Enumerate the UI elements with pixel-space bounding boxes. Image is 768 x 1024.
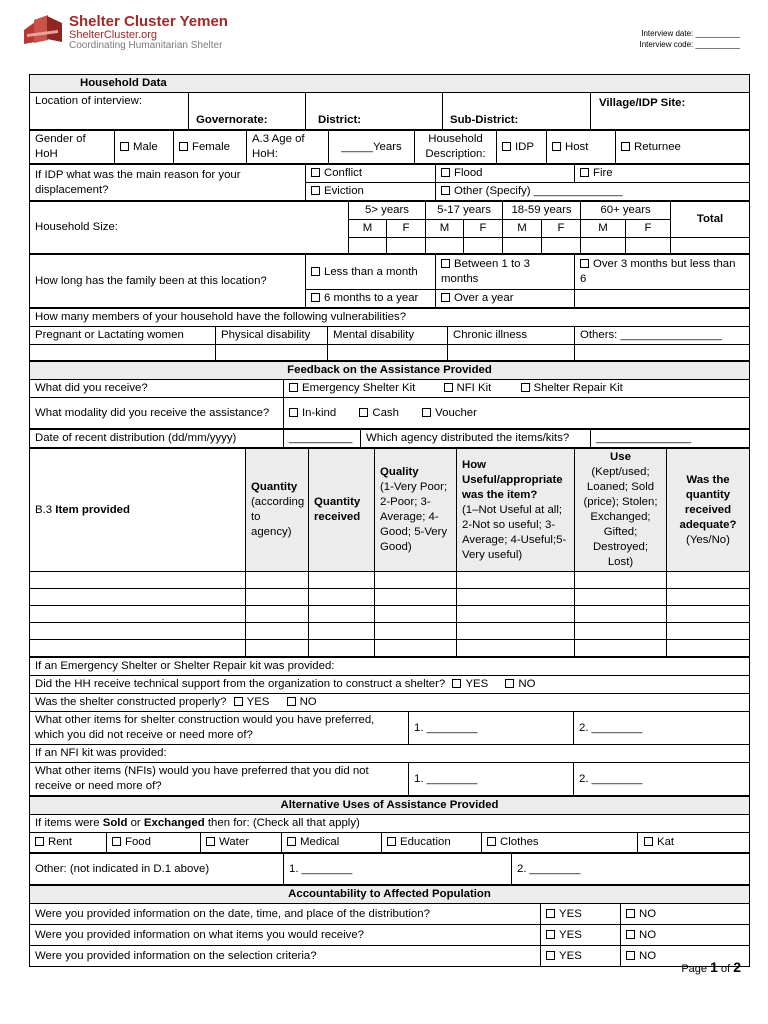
village-field[interactable]: Village/IDP Site: (591, 93, 750, 130)
distribution-info-question: Were you provided information on the date, time, and place of the distribution? (30, 904, 541, 925)
gender-label: Gender of HoH (30, 131, 115, 164)
tech-yes-option[interactable]: YES (452, 678, 488, 690)
conflict-option[interactable]: Conflict (306, 165, 436, 183)
other-shelter-item-1[interactable]: 1. ________ (409, 712, 574, 745)
q1-yes-checkbox[interactable] (546, 909, 555, 918)
other-nfi-items-question: What other items (NFIs) would you have preferred that you did not receive or need more of? (30, 763, 409, 796)
food-checkbox[interactable] (112, 837, 121, 846)
male-col: M (581, 220, 626, 238)
constructed-row (30, 694, 750, 712)
use-header: Use (Kept/used; Loaned; Sold (price); Stolen; Exchanged; Gifted; Destroyed; Lost) (575, 449, 667, 572)
medical-checkbox[interactable] (287, 837, 296, 846)
emergency-kit-option[interactable]: Emergency Shelter Kit (284, 380, 439, 398)
q1-no-option[interactable]: NO (621, 904, 750, 925)
interview-code: Interview code: __________ (639, 40, 740, 49)
q3-no-option[interactable]: NO (621, 946, 750, 967)
quantity-received-header: Quantity received (309, 449, 375, 572)
survey-form (29, 74, 749, 967)
idp-checkbox[interactable] (502, 142, 511, 151)
alternative-uses-table (29, 796, 750, 853)
org-name: Shelter Cluster Yemen (69, 13, 228, 30)
q2-yes-checkbox[interactable] (546, 930, 555, 939)
shelter-kit-table (29, 657, 750, 796)
age-group-60plus: 60+ years (581, 202, 671, 220)
household-data-header: Household Data (30, 75, 750, 93)
items-info-question: Were you provided information on what items you would receive? (30, 925, 541, 946)
count-cell[interactable] (426, 238, 464, 254)
org-website: ShelterCluster.org (69, 29, 158, 41)
female-col: F (464, 220, 503, 238)
tech-no-option[interactable]: NO (505, 678, 535, 690)
over-year-checkbox[interactable] (441, 293, 450, 302)
count-cell[interactable] (349, 238, 387, 254)
voucher-option[interactable]: Voucher (422, 407, 477, 419)
org-tagline: Coordinating Humanitarian Shelter (69, 40, 223, 51)
item-row (30, 623, 750, 640)
location-duration-table (29, 254, 750, 308)
vuln-mental: Mental disability (328, 327, 448, 345)
vuln-count-cell[interactable] (328, 345, 448, 361)
total-header: Total (671, 202, 750, 238)
rent-checkbox[interactable] (35, 837, 44, 846)
displacement-table (29, 164, 750, 201)
quality-header: Quality (1-Very Poor; 2-Poor; 3-Average; 4-Good; 5-Very Good) (375, 449, 457, 572)
count-cell[interactable] (626, 238, 671, 254)
accountability-table (29, 885, 750, 967)
six-months-option[interactable]: 6 months to a year (306, 290, 436, 308)
conflict-checkbox[interactable] (311, 168, 320, 177)
emergency-kit-checkbox[interactable] (289, 383, 298, 392)
item-row (30, 589, 750, 606)
repair-kit-checkbox[interactable] (521, 383, 530, 392)
other-nfi-item-1[interactable]: 1. ________ (409, 763, 574, 796)
inkind-option[interactable]: In-kind (289, 407, 336, 419)
count-cell[interactable] (542, 238, 581, 254)
feedback-header: Feedback on the Assistance Provided (30, 362, 750, 380)
water-checkbox[interactable] (206, 837, 215, 846)
technical-support-question: Did the HH receive technical support from the organization to construct a shelter? (35, 678, 446, 690)
age-group-18-59: 18-59 years (503, 202, 581, 220)
use-education-option[interactable]: Education (382, 833, 482, 853)
cash-checkbox[interactable] (359, 408, 368, 417)
tech-no-checkbox[interactable] (505, 679, 514, 688)
nfi-kit-option[interactable]: NFI Kit (439, 380, 516, 398)
use-clothes-option[interactable]: Clothes (482, 833, 638, 853)
criteria-info-question: Were you provided information on the selection criteria? (30, 946, 541, 967)
q1-no-checkbox[interactable] (626, 909, 635, 918)
flood-option[interactable]: Flood (436, 165, 575, 183)
modality-options (284, 398, 750, 429)
over-3-option[interactable]: Over 3 months but less than 6 (575, 255, 750, 290)
other-use-1[interactable]: 1. ________ (284, 854, 512, 885)
female-option[interactable]: Female (174, 131, 247, 164)
date-field[interactable]: __________ (284, 430, 361, 448)
constructed-question: Was the shelter constructed properly? (35, 696, 227, 708)
usefulness-header: How Useful/appropriate was the item? (1–Not Useful at all; 2-Not so useful; 3-Average; 4-Useful;5-Very useful) (457, 449, 575, 572)
age-years-field[interactable]: _____Years (329, 131, 415, 164)
voucher-checkbox[interactable] (422, 408, 431, 417)
q1-yes-option[interactable]: YES (541, 904, 621, 925)
between-1-3-checkbox[interactable] (441, 259, 450, 268)
if-nfi-kit-label: If an NFI kit was provided: (30, 745, 750, 763)
org-logo (22, 13, 228, 51)
item-provided-header: B.3 Item provided (30, 449, 246, 572)
returnee-option[interactable]: Returnee (616, 131, 750, 164)
page-number: Page 1 of 2 (681, 959, 741, 975)
constructed-yes-checkbox[interactable] (234, 697, 243, 706)
other-shelter-item-2[interactable]: 2. ________ (574, 712, 750, 745)
alternative-uses-header: Alternative Uses of Assistance Provided (30, 797, 750, 815)
over-year-option[interactable]: Over a year (436, 290, 575, 308)
gender-age-table (29, 130, 750, 164)
shelter-cluster-logo-icon (22, 14, 64, 48)
count-cell[interactable] (503, 238, 542, 254)
interview-date: Interview date: __________ (641, 29, 740, 38)
use-medical-option[interactable]: Medical (282, 833, 382, 853)
male-col: M (349, 220, 387, 238)
q3-yes-option[interactable]: YES (541, 946, 621, 967)
constructed-no-option[interactable]: NO (287, 696, 317, 708)
vuln-count-cell[interactable] (448, 345, 575, 361)
distribution-date-table (29, 429, 750, 448)
count-cell[interactable] (581, 238, 626, 254)
blank-cell (575, 290, 750, 308)
education-checkbox[interactable] (387, 837, 396, 846)
less-month-checkbox[interactable] (311, 267, 320, 276)
items-table (29, 448, 750, 657)
less-month-option[interactable]: Less than a month (306, 255, 436, 290)
age-label: A.3 Age of HoH: (247, 131, 329, 164)
between-1-3-option[interactable]: Between 1 to 3 months (436, 255, 575, 290)
age-group-5-17: 5-17 years (426, 202, 503, 220)
female-checkbox[interactable] (179, 142, 188, 151)
item-row (30, 572, 750, 589)
use-rent-option[interactable]: Rent (30, 833, 107, 853)
female-col: F (387, 220, 426, 238)
q3-yes-checkbox[interactable] (546, 951, 555, 960)
constructed-yes-option[interactable]: YES (234, 696, 270, 708)
vuln-others[interactable]: Others: ________________ (575, 327, 750, 345)
tech-yes-checkbox[interactable] (452, 679, 461, 688)
returnee-checkbox[interactable] (621, 142, 630, 151)
agency-question: Which agency distributed the items/kits? (361, 430, 591, 448)
alternative-uses-intro: If items were Sold or Exchanged then for: (Check all that apply) (30, 815, 750, 833)
q3-no-checkbox[interactable] (626, 951, 635, 960)
sub-district-field[interactable]: Sub-District: (443, 93, 591, 130)
other-checkbox[interactable] (441, 186, 450, 195)
fire-checkbox[interactable] (580, 168, 589, 177)
governorate-field[interactable]: Governorate: (189, 93, 306, 130)
count-cell[interactable] (387, 238, 426, 254)
host-checkbox[interactable] (552, 142, 561, 151)
other-nfi-item-2[interactable]: 2. ________ (574, 763, 750, 796)
cash-option[interactable]: Cash (359, 407, 399, 419)
clothes-checkbox[interactable] (487, 837, 496, 846)
q2-no-option[interactable]: NO (621, 925, 750, 946)
technical-support-row (30, 676, 750, 694)
use-water-option[interactable]: Water (201, 833, 282, 853)
vuln-physical: Physical disability (216, 327, 328, 345)
male-checkbox[interactable] (120, 142, 129, 151)
vulnerability-question: How many members of your household have the following vulnerabilities? (30, 309, 750, 327)
accountability-header: Accountability to Affected Population (30, 886, 750, 904)
household-size-table (29, 201, 750, 254)
alternative-other-table (29, 853, 750, 885)
fire-option[interactable]: Fire (575, 165, 750, 183)
inkind-checkbox[interactable] (289, 408, 298, 417)
idp-option[interactable]: IDP (497, 131, 547, 164)
kat-checkbox[interactable] (644, 837, 653, 846)
flood-checkbox[interactable] (441, 168, 450, 177)
location-label: Location of interview: (30, 93, 189, 130)
q2-yes-option[interactable]: YES (541, 925, 621, 946)
eviction-option[interactable]: Eviction (306, 183, 436, 201)
eviction-checkbox[interactable] (311, 186, 320, 195)
nfi-kit-checkbox[interactable] (444, 383, 453, 392)
male-option[interactable]: Male (115, 131, 174, 164)
modality-question: What modality did you receive the assistance? (30, 398, 284, 429)
other-shelter-items-question: What other items for shelter construction would you have preferred, which you did not receive or need more of? (30, 712, 409, 745)
age-group-under5: 5> years (349, 202, 426, 220)
hh-description-label: Household Description: (415, 131, 497, 164)
displacement-reason-question: If IDP what was the main reason for your displacement? (30, 165, 306, 201)
vuln-count-cell[interactable] (575, 345, 750, 361)
other-option[interactable]: Other (Specify) ______________ (436, 183, 750, 201)
household-size-label: Household Size: (30, 202, 349, 254)
assistance-table (29, 361, 750, 429)
date-question: Date of recent distribution (dd/mm/yyyy) (30, 430, 284, 448)
host-option[interactable]: Host (547, 131, 616, 164)
total-cell[interactable] (671, 238, 750, 254)
vuln-pregnant: Pregnant or Lactating women (30, 327, 216, 345)
household-table (29, 74, 750, 130)
use-food-option[interactable]: Food (107, 833, 201, 853)
other-uses-label: Other: (not indicated in D.1 above) (30, 854, 284, 885)
over-3-checkbox[interactable] (580, 259, 589, 268)
vuln-count-cell[interactable] (216, 345, 328, 361)
repair-kit-option[interactable]: Shelter Repair Kit (516, 380, 750, 398)
item-row (30, 640, 750, 657)
how-long-question: How long has the family been at this location? (30, 255, 306, 308)
other-use-2[interactable]: 2. ________ (512, 854, 750, 885)
adequacy-header: Was the quantity received adequate? (Yes/No) (667, 449, 750, 572)
if-shelter-kit-label: If an Emergency Shelter or Shelter Repair kit was provided: (30, 658, 750, 676)
female-col: F (542, 220, 581, 238)
use-kat-option[interactable]: Kat (638, 833, 750, 853)
item-row (30, 606, 750, 623)
received-question: What did you receive? (30, 380, 284, 398)
count-cell[interactable] (464, 238, 503, 254)
female-col: F (626, 220, 671, 238)
quantity-header: Quantity (according to agency) (246, 449, 309, 572)
male-col: M (426, 220, 464, 238)
vulnerability-table (29, 308, 750, 361)
vuln-chronic: Chronic illness (448, 327, 575, 345)
constructed-no-checkbox[interactable] (287, 697, 296, 706)
district-field[interactable]: District: (306, 93, 443, 130)
agency-field[interactable]: _______________ (591, 430, 750, 448)
six-months-checkbox[interactable] (311, 293, 320, 302)
q2-no-checkbox[interactable] (626, 930, 635, 939)
vuln-count-cell[interactable] (30, 345, 216, 361)
male-col: M (503, 220, 542, 238)
